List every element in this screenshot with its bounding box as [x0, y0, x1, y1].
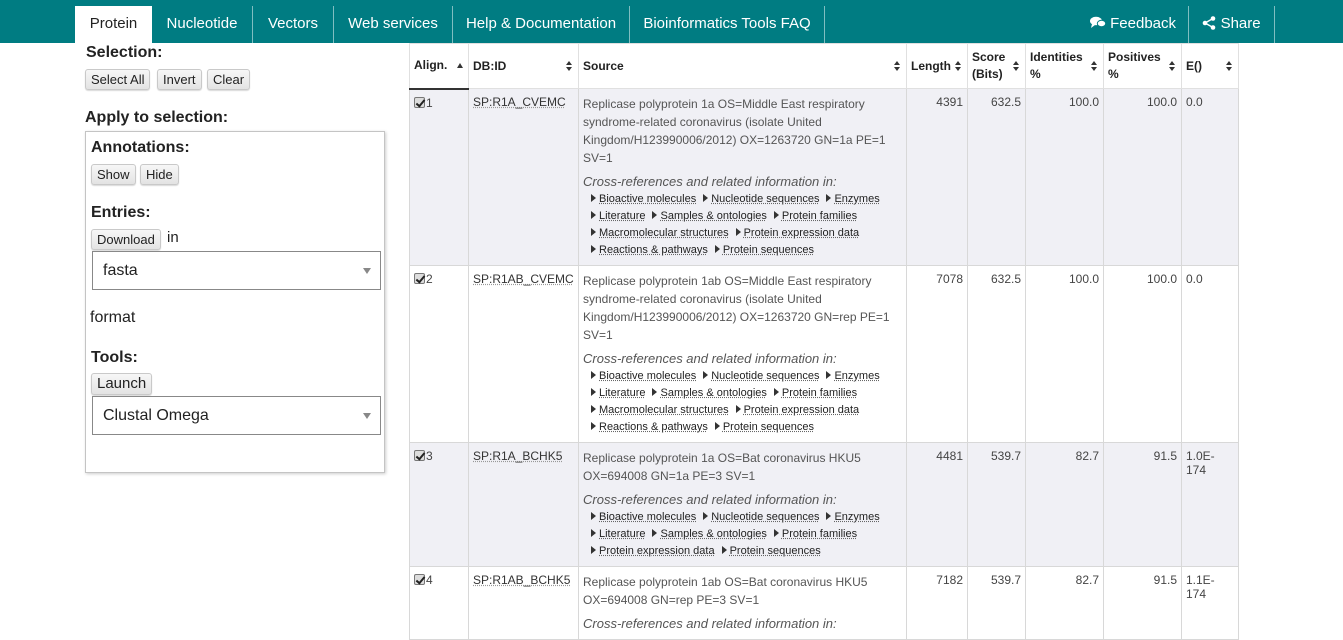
xref-link[interactable]: Protein families — [774, 385, 857, 402]
triangle-right-icon — [826, 371, 831, 379]
evalue-cell: 0.0 — [1182, 266, 1239, 443]
results-table — [409, 43, 1239, 640]
xref-link[interactable]: Nucleotide sequences — [703, 368, 819, 385]
xref-list — [591, 509, 902, 560]
triangle-right-icon — [591, 371, 596, 379]
triangle-right-icon — [591, 388, 596, 396]
align-cell[interactable] — [410, 443, 469, 567]
source-cell — [579, 266, 907, 443]
triangle-right-icon — [774, 529, 779, 537]
tab-protein[interactable]: Protein — [75, 6, 152, 43]
xref-link[interactable]: Bioactive molecules — [591, 368, 696, 385]
xref-link[interactable]: Enzymes — [826, 509, 879, 526]
row-number: 2 — [426, 272, 433, 286]
triangle-right-icon — [652, 529, 657, 537]
share-link[interactable] — [1188, 6, 1275, 43]
xref-link[interactable]: Enzymes — [826, 191, 879, 208]
align-cell[interactable] — [410, 266, 469, 443]
annotations-heading: Annotations: — [91, 139, 190, 156]
column-header-score[interactable]: Score (Bits) — [968, 44, 1026, 89]
source-text: Replicase polyprotein 1a OS=Bat coronavirus HKU5 OX=694008 GN=1a PE=3 SV=1 — [583, 451, 861, 483]
show-button[interactable]: Show — [91, 164, 136, 185]
triangle-right-icon — [591, 529, 596, 537]
column-header-positives[interactable]: Positives % — [1104, 44, 1182, 89]
xref-heading: Cross-references and related information in: — [583, 351, 837, 366]
evalue-cell: 1.0E-174 — [1182, 443, 1239, 567]
checkbox[interactable] — [414, 273, 425, 284]
length-cell: 7182 — [907, 567, 968, 640]
source-cell — [579, 443, 907, 567]
triangle-right-icon — [703, 371, 708, 379]
triangle-right-icon — [715, 422, 720, 430]
sort-icon — [894, 61, 901, 72]
column-header-identities[interactable]: Identities % — [1026, 44, 1104, 89]
table-row — [410, 443, 1239, 567]
sort-icon — [566, 61, 573, 72]
xref-link[interactable]: Protein expression data — [736, 402, 860, 419]
xref-list — [591, 368, 902, 436]
in-label: in — [167, 229, 179, 246]
identities-cell: 100.0 — [1026, 266, 1104, 443]
chevron-down-icon — [363, 268, 371, 274]
triangle-right-icon — [652, 388, 657, 396]
top-navigation — [0, 0, 1343, 43]
triangle-right-icon — [591, 422, 596, 430]
score-cell: 632.5 — [968, 266, 1026, 443]
chevron-down-icon — [363, 413, 371, 419]
format-select[interactable] — [92, 251, 381, 290]
identities-cell: 82.7 — [1026, 567, 1104, 640]
column-header-source[interactable]: Source — [579, 44, 907, 89]
identities-cell: 82.7 — [1026, 443, 1104, 567]
triangle-right-icon — [703, 512, 708, 520]
xref-link[interactable]: Protein sequences — [715, 242, 814, 259]
score-cell: 632.5 — [968, 89, 1026, 266]
apply-to-selection-heading: Apply to selection: — [85, 109, 229, 126]
results-body — [410, 89, 1239, 640]
xref-link[interactable]: Samples & ontologies — [652, 385, 766, 402]
dbid-cell[interactable] — [469, 89, 579, 266]
source-text: Replicase polyprotein 1a OS=Middle East respiratory syndrome-related coronavirus (isolate United Kingdom/H123990006/2012) OX=1263720 GN=1a PE=1 SV=1 — [583, 97, 886, 165]
triangle-right-icon — [591, 405, 596, 413]
align-cell[interactable] — [410, 567, 469, 640]
triangle-right-icon — [826, 194, 831, 202]
tab-nucleotide[interactable]: Nucleotide — [152, 6, 253, 43]
positives-cell: 91.5 — [1104, 443, 1182, 567]
xref-link[interactable]: Reactions & pathways — [591, 419, 708, 436]
row-number: 3 — [426, 449, 433, 463]
xref-link[interactable]: Bioactive molecules — [591, 509, 696, 526]
triangle-right-icon — [591, 245, 596, 253]
xref-link[interactable]: Samples & ontologies — [652, 526, 766, 543]
triangle-right-icon — [591, 194, 596, 202]
xref-link[interactable]: Reactions & pathways — [591, 242, 708, 259]
checkbox[interactable] — [414, 574, 425, 585]
sort-icon — [1226, 61, 1233, 72]
tab-bioinformatics-faq[interactable]: Bioinformatics Tools FAQ — [630, 6, 825, 43]
tool-select-value: Clustal Omega — [103, 407, 209, 424]
row-number: 4 — [426, 573, 433, 587]
xref-link[interactable]: Protein families — [774, 526, 857, 543]
table-row — [410, 89, 1239, 266]
xref-heading: Cross-references and related information in: — [583, 616, 837, 631]
xref-link[interactable]: Literature — [591, 208, 645, 225]
sort-icon — [1169, 61, 1176, 72]
xref-link[interactable]: Literature — [591, 526, 645, 543]
xref-heading: Cross-references and related information in: — [583, 492, 837, 507]
table-row — [410, 567, 1239, 640]
source-text: Replicase polyprotein 1ab OS=Bat coronavirus HKU5 OX=694008 GN=rep PE=3 SV=1 — [583, 575, 868, 607]
xref-link[interactable]: Macromolecular structures — [591, 225, 729, 242]
dbid-cell[interactable] — [469, 567, 579, 640]
feedback-link[interactable] — [1078, 6, 1188, 43]
tab-help-documentation[interactable]: Help & Documentation — [453, 6, 630, 43]
xref-link[interactable]: Enzymes — [826, 368, 879, 385]
triangle-right-icon — [826, 512, 831, 520]
invert-button[interactable]: Invert — [157, 69, 202, 90]
triangle-right-icon — [736, 228, 741, 236]
triangle-right-icon — [722, 546, 727, 554]
dbid-link[interactable]: SP:R1A_CVEMC — [473, 95, 566, 109]
selection-heading: Selection: — [86, 44, 163, 61]
xref-link[interactable]: Protein expression data — [591, 543, 715, 560]
triangle-right-icon — [736, 405, 741, 413]
sort-icon — [1091, 61, 1098, 72]
triangle-right-icon — [591, 512, 596, 520]
sort-icon — [955, 61, 962, 72]
sort-icon — [1013, 61, 1020, 72]
align-cell[interactable] — [410, 89, 469, 266]
select-all-button[interactable]: Select All — [85, 69, 150, 90]
triangle-right-icon — [774, 388, 779, 396]
triangle-right-icon — [715, 245, 720, 253]
source-cell — [579, 567, 907, 640]
xref-link[interactable]: Samples & ontologies — [652, 208, 766, 225]
positives-cell: 91.5 — [1104, 567, 1182, 640]
identities-cell: 100.0 — [1026, 89, 1104, 266]
dbid-link[interactable]: SP:R1A_BCHK5 — [473, 449, 563, 463]
speech-bubbles-icon — [1090, 16, 1106, 29]
dbid-link[interactable]: SP:R1AB_BCHK5 — [473, 573, 571, 587]
xref-link[interactable]: Macromolecular structures — [591, 402, 729, 419]
triangle-right-icon — [591, 546, 596, 554]
row-number: 1 — [426, 95, 433, 110]
column-header-dbid[interactable]: DB:ID — [469, 44, 579, 89]
dbid-cell[interactable] — [469, 266, 579, 443]
table-row — [410, 266, 1239, 443]
clear-button[interactable]: Clear — [207, 69, 250, 90]
source-cell — [579, 89, 907, 266]
xref-link[interactable]: Literature — [591, 385, 645, 402]
length-cell: 4481 — [907, 443, 968, 567]
xref-link[interactable]: Nucleotide sequences — [703, 191, 819, 208]
share-icon — [1202, 16, 1216, 30]
triangle-right-icon — [703, 194, 708, 202]
tool-select[interactable] — [92, 396, 381, 435]
tab-vectors[interactable]: Vectors — [253, 6, 334, 43]
checkbox[interactable] — [414, 97, 425, 108]
tools-heading: Tools: — [91, 349, 138, 366]
launch-button[interactable]: Launch — [91, 373, 152, 395]
xref-list — [591, 191, 902, 259]
positives-cell: 100.0 — [1104, 266, 1182, 443]
triangle-right-icon — [591, 228, 596, 236]
score-cell: 539.7 — [968, 567, 1026, 640]
xref-heading: Cross-references and related information in: — [583, 174, 837, 189]
dbid-cell[interactable] — [469, 443, 579, 567]
download-button[interactable]: Download — [91, 229, 161, 250]
xref-link[interactable]: Nucleotide sequences — [703, 509, 819, 526]
xref-link[interactable]: Bioactive molecules — [591, 191, 696, 208]
column-header-length[interactable]: Length — [907, 44, 968, 89]
positives-cell: 100.0 — [1104, 89, 1182, 266]
tab-web-services[interactable]: Web services — [334, 6, 453, 43]
column-header-align[interactable]: Align. — [410, 44, 469, 89]
evalue-cell: 1.1E-174 — [1182, 567, 1239, 640]
length-cell: 4391 — [907, 89, 968, 266]
xref-link[interactable]: Protein sequences — [715, 419, 814, 436]
length-cell: 7078 — [907, 266, 968, 443]
xref-link[interactable]: Protein sequences — [722, 543, 821, 560]
score-cell: 539.7 — [968, 443, 1026, 567]
checkbox[interactable] — [414, 450, 425, 461]
xref-link[interactable]: Protein families — [774, 208, 857, 225]
triangle-right-icon — [774, 211, 779, 219]
triangle-right-icon — [652, 211, 657, 219]
share-label: Share — [1220, 15, 1261, 32]
format-select-value: fasta — [103, 262, 138, 279]
feedback-label: Feedback — [1110, 15, 1177, 32]
dbid-link[interactable]: SP:R1AB_CVEMC — [473, 272, 574, 286]
sort-ascending-icon — [457, 63, 463, 68]
triangle-right-icon — [591, 211, 596, 219]
column-header-evalue[interactable]: E() — [1182, 44, 1239, 89]
entries-heading: Entries: — [91, 204, 151, 221]
xref-link[interactable]: Protein expression data — [736, 225, 860, 242]
evalue-cell: 0.0 — [1182, 89, 1239, 266]
format-label: format — [90, 309, 136, 326]
source-text: Replicase polyprotein 1ab OS=Middle East respiratory syndrome-related coronavirus (isolate United Kingdom/H123990006/2012) OX=1263720 GN=rep PE=1 SV=1 — [583, 274, 890, 342]
hide-button[interactable]: Hide — [140, 164, 179, 185]
